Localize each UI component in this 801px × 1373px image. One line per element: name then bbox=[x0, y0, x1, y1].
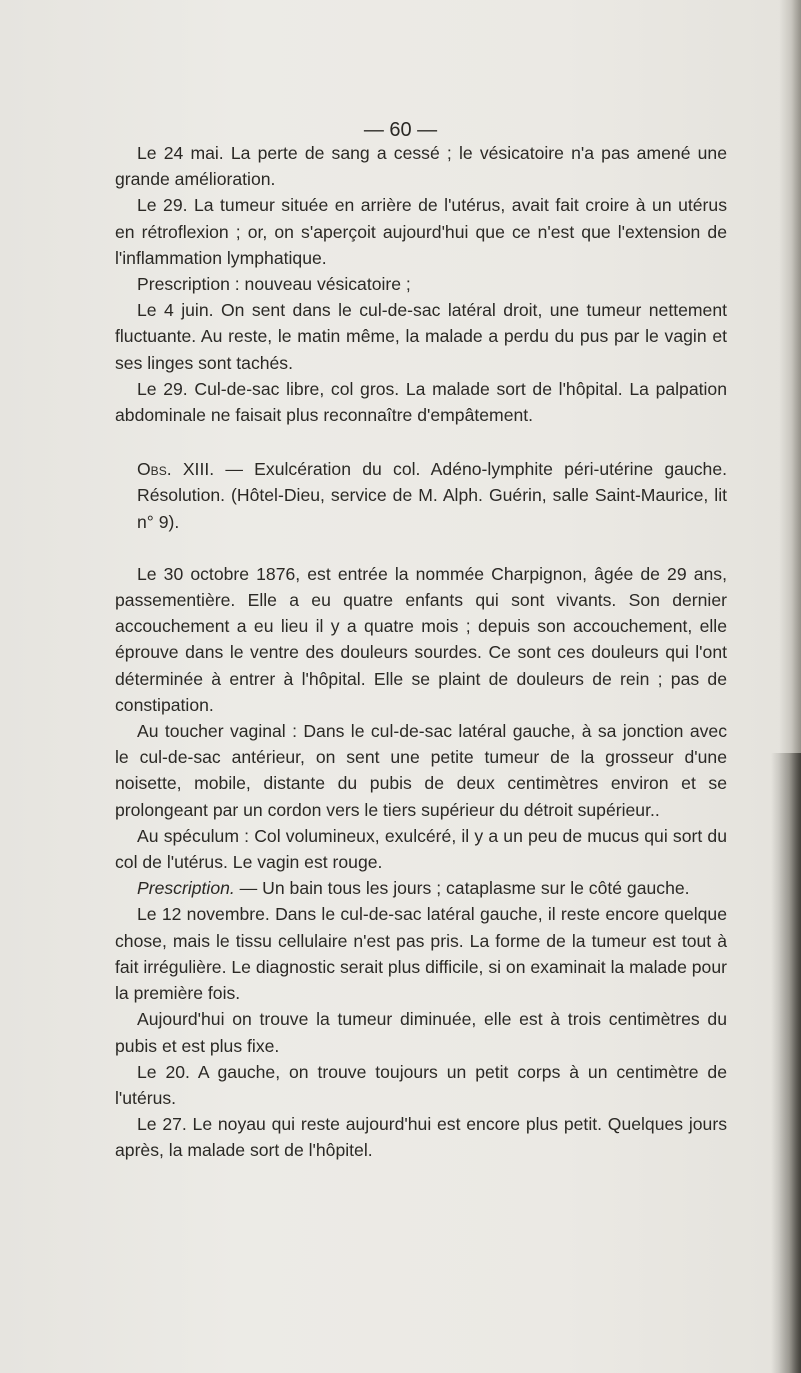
page-body-text bbox=[115, 140, 727, 1164]
case-paragraph-toucher: Au toucher vaginal : Dans le cul-de-sac latéral gauche, à sa jonction avec le cul-de-sac antérieur, on sent une petite tumeur de la grosseur d'une noisette, mobile, distante du pubis de deux centimètres environ et se prolongeant par un cordon vers le tiers supérieur du détroit supérieur.. bbox=[115, 721, 727, 820]
paragraph-29: Le 29. La tumeur située en arrière de l'utérus, avait fait croire à un utérus en rétroflexion ; or, on s'aperçoit aujourd'hui que ce n'est que l'extension de l'inflammation lymphatique. bbox=[115, 195, 727, 268]
case-paragraph-admission: Le 30 octobre 1876, est entrée la nommée Charpignon, âgée de 29 ans, passementière. Elle a eu quatre enfants qui sont vivants. Son dernier accouchement a eu lieu il y a quatre mois ; depuis son accouchement, elle éprouve dans le ventre des douleurs sourdes. Ce sont ces douleurs qui l'ont déterminée à entrer à l'hôpital. Elle se plaint de douleurs de rein ; pas de constipation. bbox=[115, 563, 727, 715]
page-edge-shadow-bottom bbox=[771, 753, 801, 1373]
paragraph-prescription: Prescription : nouveau vésicatoire ; bbox=[137, 274, 411, 295]
case-paragraph-aujourdhui: Aujourd'hui on trouve la tumeur diminuée, elle est à trois centimètres du pubis et est plus fixe. bbox=[115, 1009, 727, 1056]
case-paragraph-20: Le 20. A gauche, on trouve toujours un petit corps à un centimètre de l'utérus. bbox=[115, 1061, 727, 1108]
paragraph-24-mai: Le 24 mai. La perte de sang a cessé ; le vésicatoire n'a pas amené une grande amélioration. bbox=[115, 143, 727, 190]
case-paragraph-prescription bbox=[115, 875, 727, 901]
observation-label: Obs. XIII. bbox=[137, 459, 215, 480]
prescription-text: — Un bain tous les jours ; cataplasme sur le côté gauche. bbox=[234, 878, 690, 899]
case-paragraph-speculum: Au spéculum : Col volumineux, exulcéré, il y a un peu de mucus qui sort du col de l'utérus. Le vagin est rouge. bbox=[115, 825, 727, 873]
prescription-label: Prescription. bbox=[137, 878, 235, 899]
observation-heading bbox=[115, 456, 727, 535]
paragraph-4-juin: Le 4 juin. On sent dans le cul-de-sac latéral droit, une tumeur nettement fluctuante. Au reste, le matin même, la malade a perdu du pus par le vagin et ses linges sont tachés. bbox=[115, 300, 727, 373]
page-number: — 60 — bbox=[363, 119, 438, 141]
paragraph-29-sortie: Le 29. Cul-de-sac libre, col gros. La malade sort de l'hôpital. La palpation abdominale ne faisait plus reconnaître d'empâtement. bbox=[115, 378, 727, 426]
observation-title: — Exulcération du col. Adéno-lymphite péri-utérine gauche. Résolution. (Hôtel-Dieu, service de M. Alph. Guérin, salle Saint-Maurice, lit n° 9). bbox=[137, 459, 727, 532]
case-paragraph-12-novembre: Le 12 novembre. Dans le cul-de-sac latéral gauche, il reste encore quelque chose, mais le tissu cellulaire n'est pas pris. La forme de la tumeur est tout à fait irrégulière. Le diagnostic serait plus difficile, si on examinait la malade pour la première fois. bbox=[115, 904, 727, 1004]
case-paragraph-27: Le 27. Le noyau qui reste aujourd'hui est encore plus petit. Quelques jours après, la malade sort de l'hôpitel. bbox=[115, 1114, 727, 1161]
